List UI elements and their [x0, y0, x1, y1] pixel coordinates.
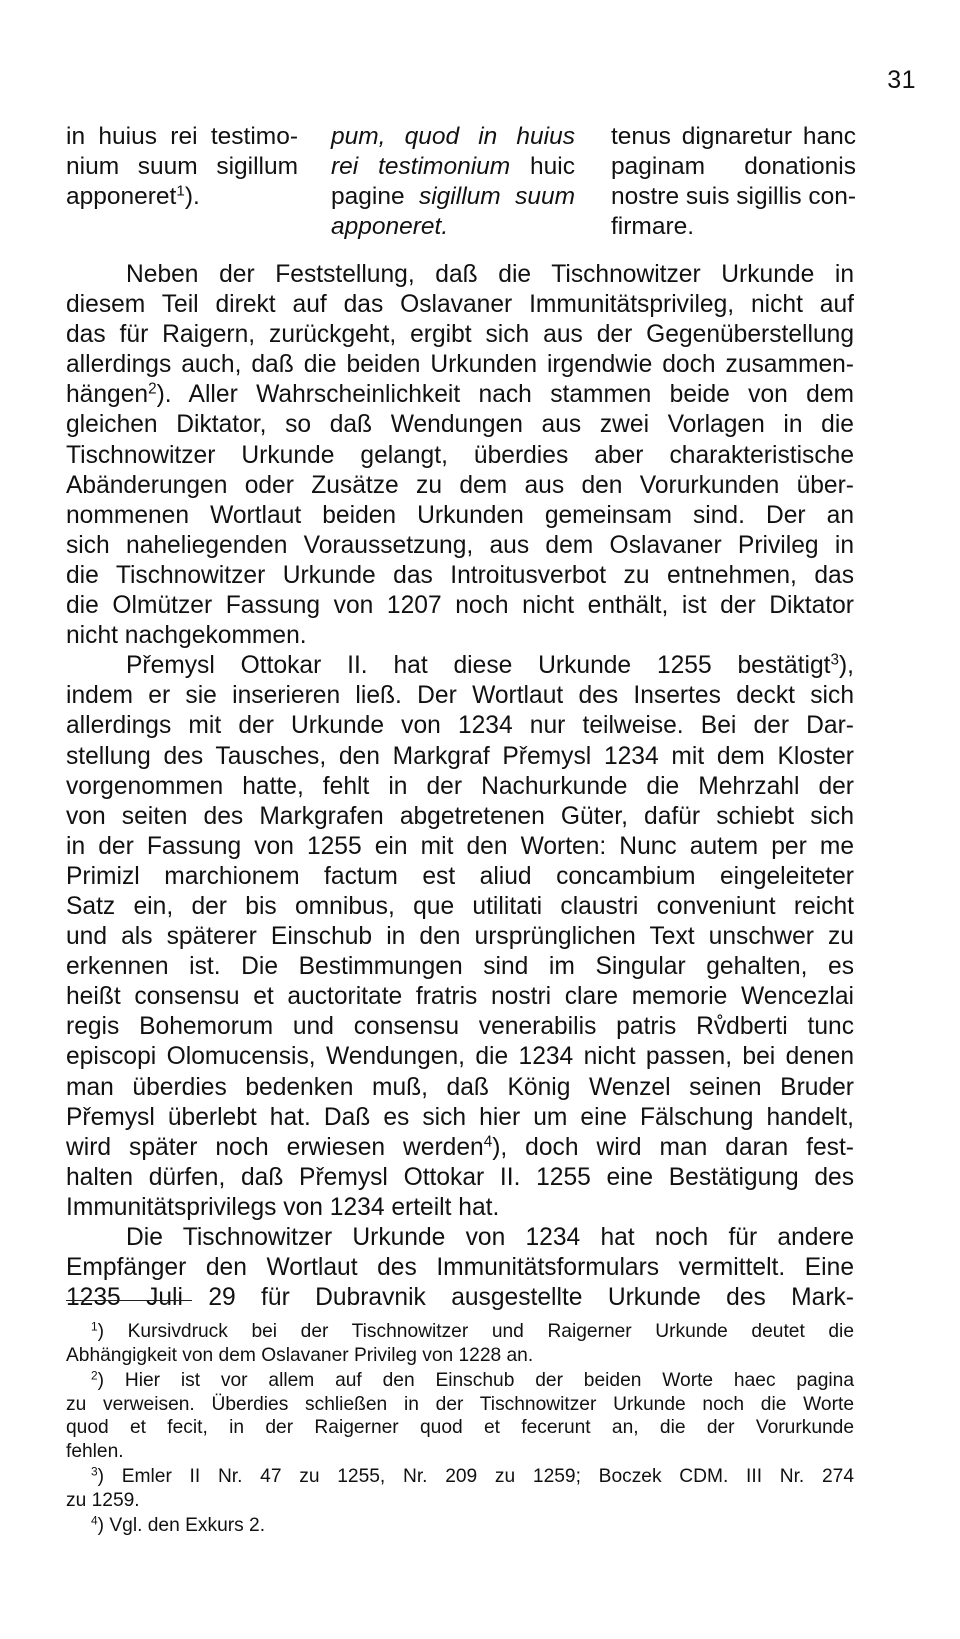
- text-run: nommenen Wortlaut beiden Urkunden gemeinsam sind. Der an: [66, 501, 854, 529]
- text-run: fehlen.: [66, 1440, 124, 1462]
- text-line: [66, 1253, 854, 1283]
- text-run: nicht nachgekommen.: [66, 622, 307, 650]
- text-line: [66, 651, 854, 681]
- text-run: regis Bohemorum und consensu venerabilis patris Rv̊dberti tunc: [66, 1013, 854, 1041]
- text-run: nium suum sigillum: [66, 153, 298, 180]
- text-line: [66, 772, 854, 802]
- footnote-line: [66, 1489, 854, 1513]
- footnote: [66, 1320, 854, 1367]
- text-run: ),: [838, 652, 854, 680]
- footnote: [66, 1514, 854, 1538]
- text-run: Přemysl Ottokar II. hat diese Urkunde 1255 bestätigt: [126, 652, 831, 680]
- column-line: [331, 152, 575, 182]
- column-line: [66, 152, 298, 182]
- text-line: [66, 531, 854, 561]
- text-run: und als späterer Einschub in den ursprünglichen Text unschwer zu: [66, 923, 854, 951]
- text-run: firmare.: [611, 213, 695, 240]
- column-line: [331, 182, 575, 212]
- footnote-ref: 1: [176, 182, 185, 200]
- text-run: gleichen Diktator, so daß Wendungen aus zwei Vorlagen in die: [66, 411, 854, 439]
- text-line: [66, 922, 854, 952]
- text-run: diesem Teil direkt auf das Oslavaner Immunitätsprivileg, nicht auf: [66, 291, 854, 319]
- text-run: erkennen ist. Die Bestimmungen sind im Singular gehalten, es: [66, 953, 854, 981]
- text-run: ) Vgl. den Exkurs 2.: [97, 1515, 266, 1536]
- text-line: [66, 1012, 854, 1042]
- footnote: [66, 1465, 854, 1512]
- footnote-ref: 1: [91, 1319, 98, 1334]
- text-line: [66, 1073, 854, 1103]
- text-run: ). Aller Wahrscheinlichkeit nach stammen beide von dem: [156, 381, 854, 409]
- text-run: das für Raigern, zurückgeht, ergibt sich aus der Gegenüberstellung: [66, 321, 854, 349]
- text-run: sich naheliegenden Voraussetzung, aus dem Oslavaner Privileg in: [66, 531, 854, 559]
- text-line: [66, 1283, 854, 1313]
- text-run: pagine: [331, 183, 419, 210]
- text-line: [66, 982, 854, 1012]
- text-line: [66, 862, 854, 892]
- text-line: [66, 561, 854, 591]
- text-line: [66, 320, 854, 350]
- column-right: [611, 122, 856, 242]
- footnote-ref: 2: [91, 1368, 98, 1383]
- text-run: ).: [184, 183, 200, 210]
- text-run: vorgenommen hatte, fehlt in der Nachurkunde die Mehrzahl der: [66, 772, 854, 800]
- text-run: apponeret.: [331, 213, 449, 240]
- column-line: [611, 122, 856, 152]
- text-run: Abänderungen oder Zusätze zu dem aus den Vorurkunden über-: [66, 471, 854, 499]
- text-run: wird später noch erwiesen werden: [66, 1133, 484, 1161]
- text-run: 1235 Juli 29 für Dubravnik ausgestellte Urkunde des Mark-: [66, 1284, 854, 1312]
- main-text: [66, 260, 854, 1313]
- text-run: Primizl marchionem factum est aliud concambium eingeleiteter: [66, 862, 854, 890]
- text-run: Tischnowitzer Urkunde gelangt, überdies aber charakteristische: [66, 441, 854, 469]
- footnote-line: [66, 1369, 854, 1393]
- text-line: [66, 290, 854, 320]
- footnote-line: [66, 1514, 854, 1538]
- text-line: [66, 260, 854, 290]
- text-line: [66, 501, 854, 531]
- text-line: [66, 410, 854, 440]
- text-run: nostre suis sigillis con-: [611, 183, 857, 210]
- text-run: ) Hier ist vor allem auf den Einschub der beiden Worte haec pagina: [97, 1370, 854, 1391]
- text-run: rei testimonium: [331, 153, 511, 180]
- text-line: [66, 952, 854, 982]
- text-run: Přemysl überlebt hat. Daß es sich hier um eine Fälschung handelt,: [66, 1103, 854, 1131]
- text-run: allerdings auch, daß die beiden Urkunden irgendwie doch zusammen-: [66, 351, 854, 379]
- footnote-line: [66, 1440, 854, 1464]
- text-run: hängen: [66, 381, 149, 409]
- text-run: halten dürfen, daß Přemysl Ottokar II. 1255 eine Bestätigung des: [66, 1163, 854, 1191]
- footnote-ref: 3: [91, 1464, 98, 1479]
- text-run: stellung des Tausches, den Markgraf Přemysl 1234 mit dem Kloster: [66, 742, 854, 770]
- footnote-line: [66, 1393, 854, 1417]
- footnote-ref: 2: [148, 381, 157, 398]
- comparison-columns: [66, 122, 857, 262]
- text-line: [66, 1163, 854, 1193]
- column-left: [66, 122, 298, 212]
- text-run: ) Emler II Nr. 47 zu 1255, Nr. 209 zu 1259; Boczek CDM. III Nr. 274: [97, 1466, 854, 1487]
- text-line: [66, 681, 854, 711]
- text-line: [66, 742, 854, 772]
- footnote-line: [66, 1344, 854, 1368]
- text-run: pum, quod in huius: [331, 123, 575, 150]
- text-run: Satz ein, der bis omnibus, que utilitati claustri conveniunt reicht: [66, 892, 854, 920]
- text-run: in der Fassung von 1255 ein mit den Worten: Nunc autem per me: [66, 832, 854, 860]
- paragraph: [66, 651, 854, 1223]
- footnote-ref: 4: [91, 1513, 98, 1528]
- text-line: [66, 350, 854, 380]
- footnotes: [66, 1320, 854, 1540]
- column-line: [611, 212, 856, 242]
- text-run: die Tischnowitzer Urkunde das Introitusverbot zu entnehmen, das: [66, 561, 854, 589]
- column-line: [331, 212, 575, 242]
- text-run: Empfänger den Wortlaut des Immunitätsformulars vermittelt. Eine: [66, 1254, 854, 1282]
- paragraph: [66, 260, 854, 651]
- text-run: tenus dignaretur hanc: [611, 123, 856, 150]
- column-line: [611, 152, 856, 182]
- text-run: allerdings mit der Urkunde von 1234 nur teilweise. Bei der Dar-: [66, 712, 854, 740]
- text-line: [66, 832, 854, 862]
- text-run: sigillum suum: [418, 183, 575, 210]
- text-run: Abhängigkeit von dem Oslavaner Privileg von 1228 an.: [66, 1344, 534, 1366]
- text-run: paginam donationis: [611, 153, 856, 180]
- footnote: [66, 1369, 854, 1463]
- text-run: heißt consensu et auctoritate fratris nostri clare memorie Wencezlai: [66, 983, 854, 1011]
- text-run: man überdies bedenken muß, daß König Wenzel seinen Bruder: [66, 1073, 854, 1101]
- text-line: [66, 1103, 854, 1133]
- column-middle: [331, 122, 575, 242]
- text-line: [66, 892, 854, 922]
- page-number: 31: [887, 66, 916, 94]
- column-line: [66, 182, 298, 212]
- text-run: ), doch wird man daran fest-: [492, 1133, 854, 1161]
- text-run: in huius rei testimo-: [66, 123, 298, 150]
- text-run: huic: [510, 153, 575, 180]
- text-run: Neben der Feststellung, daß die Tischnowitzer Urkunde in: [126, 261, 854, 288]
- footnote-ref: 4: [483, 1133, 493, 1151]
- column-line: [331, 122, 575, 152]
- footnote-line: [66, 1416, 854, 1440]
- column-line: [66, 122, 298, 152]
- text-run: zu 1259.: [66, 1489, 140, 1511]
- text-run: episcopi Olomucensis, Wendungen, die 1234 nicht passen, bei denen: [66, 1043, 854, 1071]
- text-line: [66, 380, 854, 410]
- text-line: [66, 711, 854, 741]
- text-run: von seiten des Markgrafen abgetretenen Güter, dafür schiebt sich: [66, 802, 854, 830]
- text-run: apponeret: [66, 183, 177, 210]
- text-line: [66, 1193, 854, 1223]
- text-line: [66, 591, 854, 621]
- column-line: [611, 182, 856, 212]
- text-run: die Olmützer Fassung von 1207 noch nicht enthält, ist der Diktator: [66, 592, 854, 620]
- text-run: Immunitätsprivilegs von 1234 erteilt hat.: [66, 1193, 500, 1221]
- text-line: [66, 441, 854, 471]
- footnote-divider: [66, 1300, 192, 1301]
- text-line: [66, 1223, 854, 1253]
- text-run: Die Tischnowitzer Urkunde von 1234 hat noch für andere: [126, 1224, 854, 1251]
- text-run: indem er sie inserieren ließ. Der Wortlaut des Insertes deckt sich: [66, 682, 854, 710]
- text-line: [66, 471, 854, 501]
- text-run: ) Kursivdruck bei der Tischnowitzer und Raigerner Urkunde deutet die: [97, 1321, 854, 1342]
- footnote-ref: 3: [830, 651, 839, 669]
- text-line: [66, 1042, 854, 1072]
- text-line: [66, 802, 854, 832]
- text-run: zu verweisen. Überdies schließen in der Tischnowitzer Urkunde noch die Worte: [66, 1393, 854, 1415]
- text-run: quod et fecit, in der Raigerner quod et fecerunt an, die der Vorurkunde: [66, 1417, 854, 1438]
- text-line: [66, 621, 854, 651]
- footnote-line: [66, 1465, 854, 1489]
- text-line: [66, 1133, 854, 1163]
- footnote-line: [66, 1320, 854, 1344]
